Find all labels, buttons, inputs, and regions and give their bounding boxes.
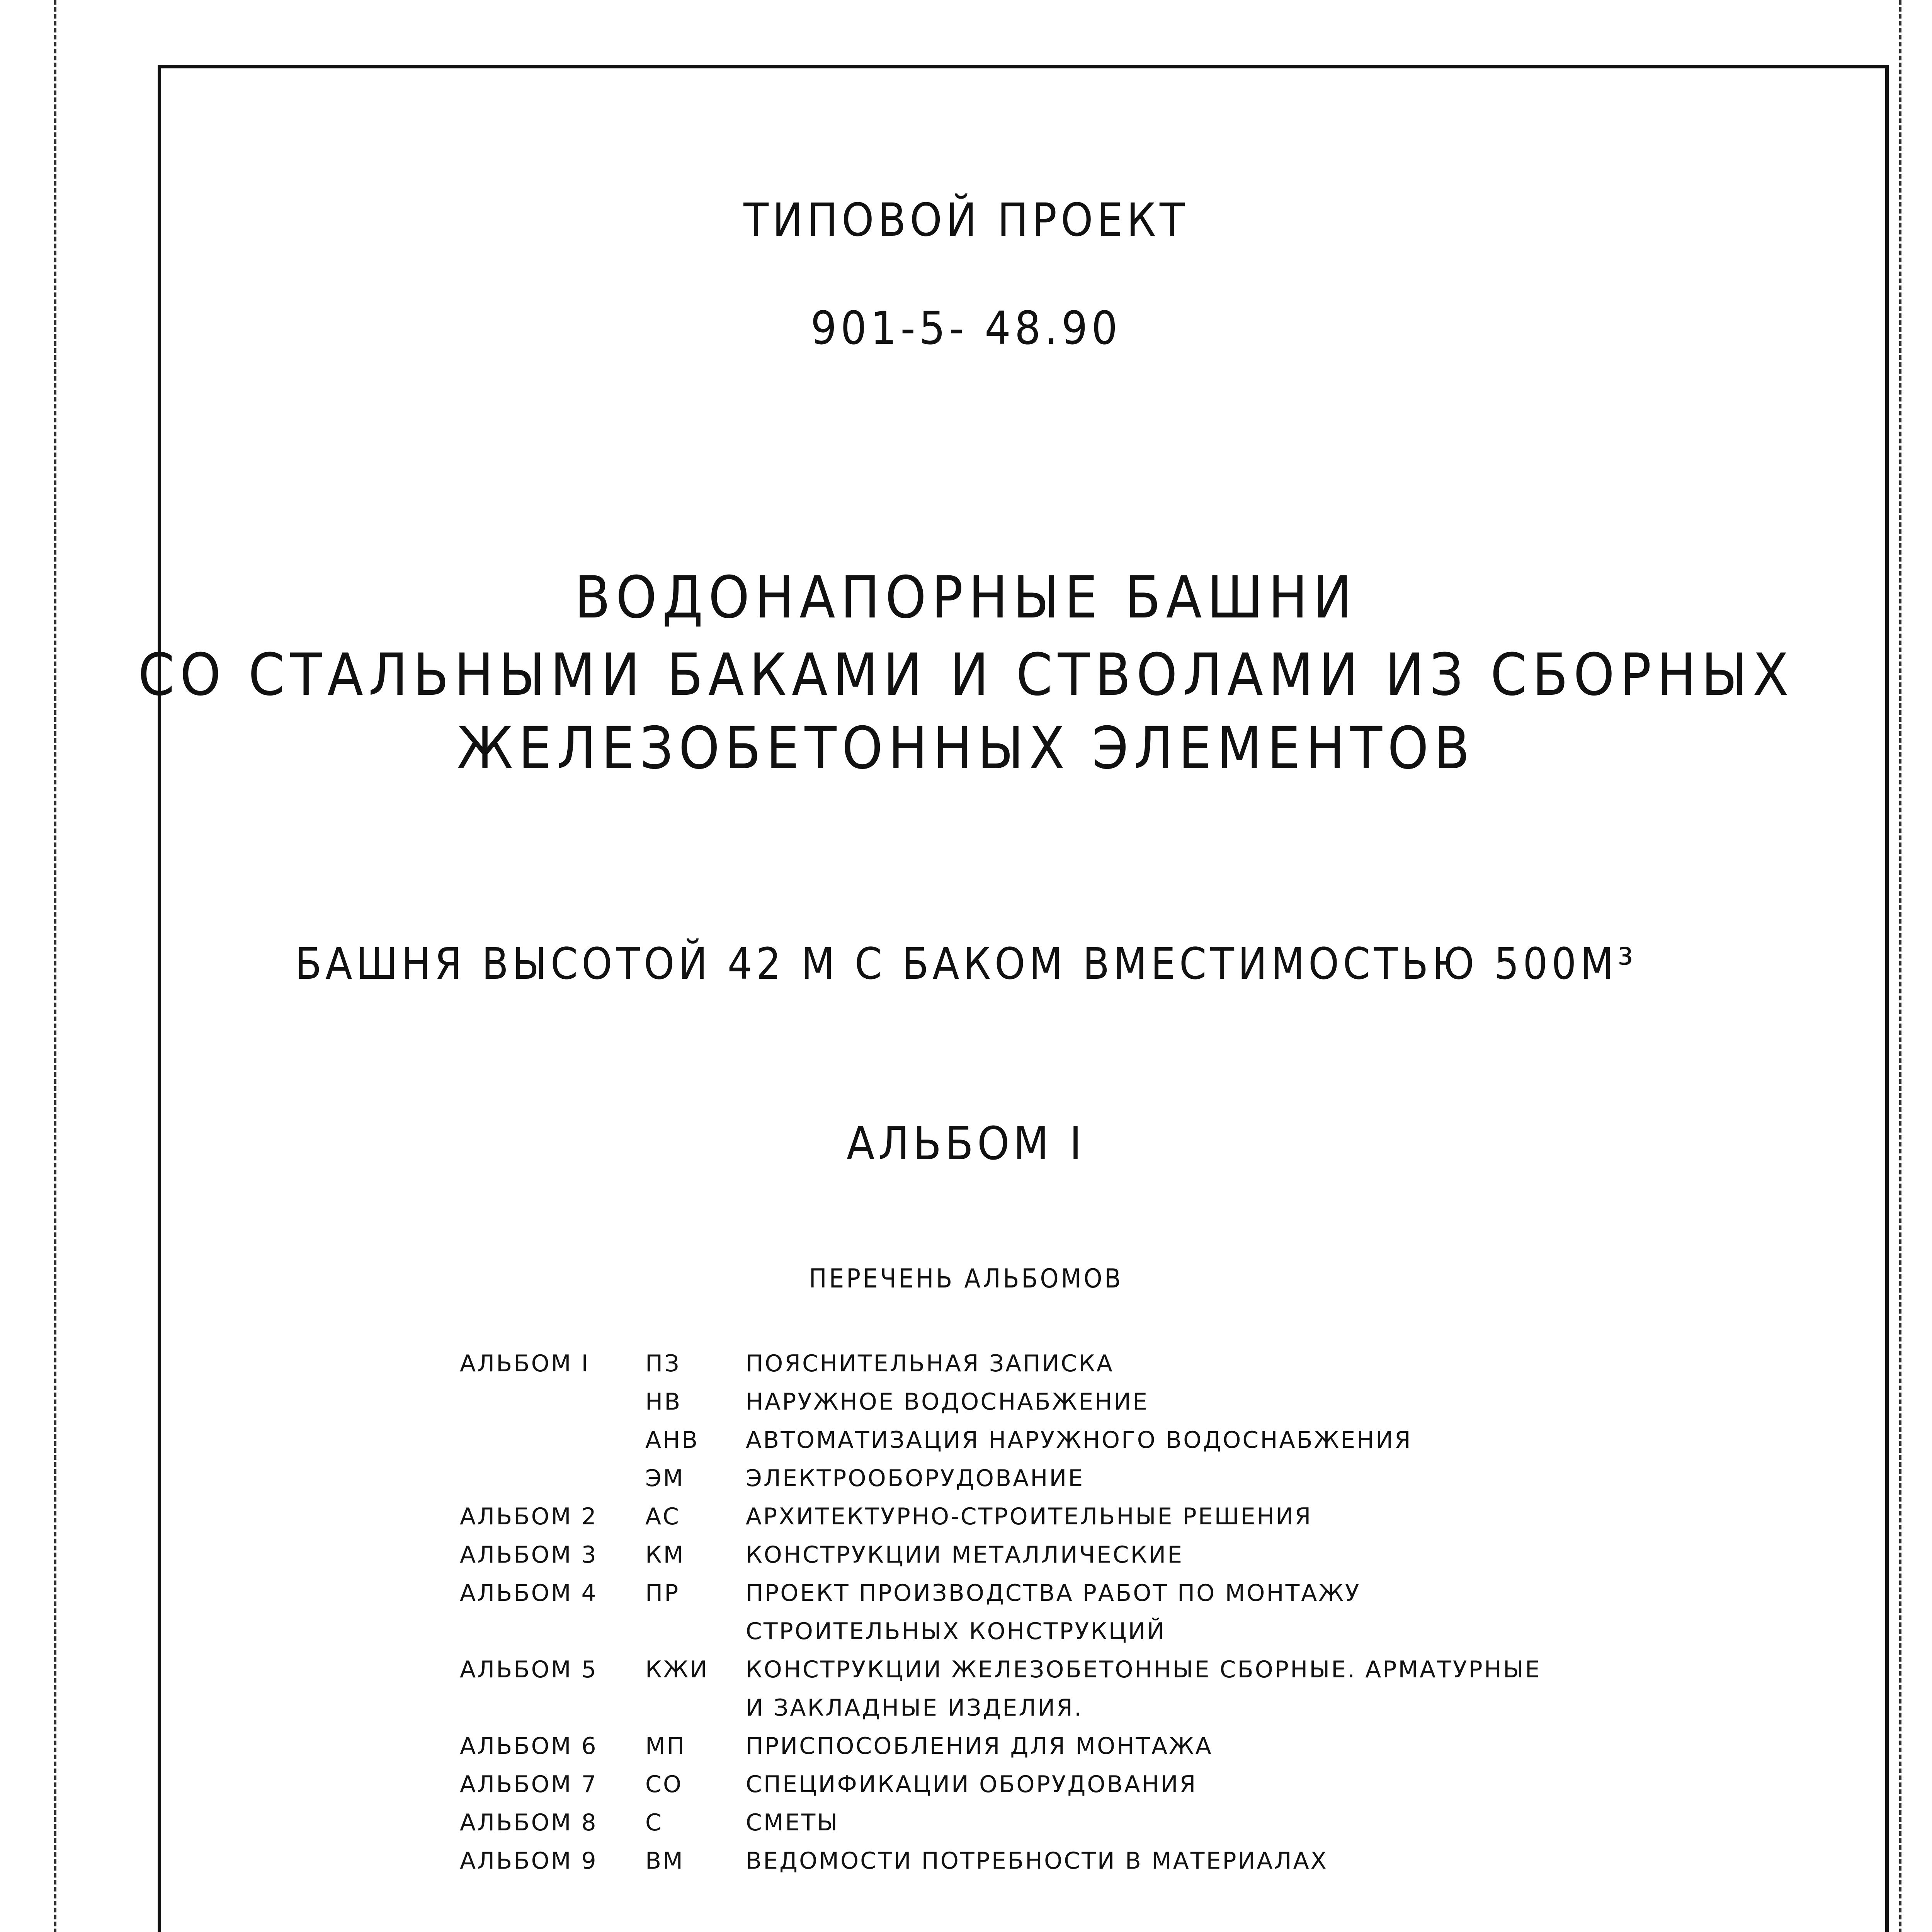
title-line-3: ЖЕЛЕЗОБЕТОННЫХ ЭЛЕМЕНТОВ [457,715,1475,782]
album-name: КОНСТРУКЦИИ МЕТАЛЛИЧЕСКИЕ [746,1541,1184,1568]
album-number: АЛЬБОМ I [460,1350,590,1377]
album-number: АЛЬБОМ 4 [460,1580,598,1607]
album-number: АЛЬБОМ 8 [460,1809,598,1836]
title-line-2: СО СТАЛЬНЫМИ БАКАМИ И СТВОЛАМИ ИЗ СБОРНЫХ [138,641,1794,709]
album-code: КМ [645,1541,685,1568]
album-code: АС [645,1503,680,1530]
album-list-title: ПЕРЕЧЕНЬ АЛЬБОМОВ [809,1264,1123,1294]
album-number: АЛЬБОМ 7 [460,1771,598,1798]
album-name: И ЗАКЛАДНЫЕ ИЗДЕЛИЯ. [746,1694,1083,1721]
album-code: С [645,1809,663,1836]
project-number: 901-5- 48.90 [810,301,1122,355]
album-name: СТРОИТЕЛЬНЫХ КОНСТРУКЦИЙ [746,1618,1166,1645]
album-code: ЭМ [645,1465,685,1492]
album-name: СМЕТЫ [746,1809,839,1836]
album-name: ЭЛЕКТРООБОРУДОВАНИЕ [746,1465,1085,1492]
album-name: ПРОЕКТ ПРОИЗВОДСТВА РАБОТ ПО МОНТАЖУ [746,1580,1361,1607]
album-number: АЛЬБОМ 5 [460,1656,598,1683]
album-code: МП [645,1733,686,1760]
album-code: ВМ [645,1847,684,1874]
album-name: АРХИТЕКТУРНО-СТРОИТЕЛЬНЫЕ РЕШЕНИЯ [746,1503,1313,1530]
tower-description: БАШНЯ ВЫСОТОЙ 42 М С БАКОМ ВМЕСТИМОСТЬЮ 500М³ [295,939,1637,989]
album-name: КОНСТРУКЦИИ ЖЕЛЕЗОБЕТОННЫЕ СБОРНЫЕ. АРМАТУРНЫЕ [746,1656,1541,1683]
project-type: ТИПОВОЙ ПРОЕКТ [743,193,1189,247]
album-name: ПРИСПОСОБЛЕНИЯ ДЛЯ МОНТАЖА [746,1733,1213,1760]
album-name: ПОЯСНИТЕЛЬНАЯ ЗАПИСКА [746,1350,1114,1377]
album-name: ВЕДОМОСТИ ПОТРЕБНОСТИ В МАТЕРИАЛАХ [746,1847,1328,1874]
album-name: СПЕЦИФИКАЦИИ ОБОРУДОВАНИЯ [746,1771,1197,1798]
album-code: АНВ [645,1427,699,1454]
album-label: АЛЬБОМ I [846,1117,1086,1170]
album-code: СО [645,1771,683,1798]
title-line-1: ВОДОНАПОРНЫЕ БАШНИ [575,564,1357,631]
album-name: АВТОМАТИЗАЦИЯ НАРУЖНОГО ВОДОСНАБЖЕНИЯ [746,1427,1412,1454]
album-code: КЖИ [645,1656,709,1683]
album-number: АЛЬБОМ 6 [460,1733,598,1760]
album-code: ПЗ [645,1350,681,1377]
album-number: АЛЬБОМ 9 [460,1847,598,1874]
album-number: АЛЬБОМ 2 [460,1503,598,1530]
album-code: ПР [645,1580,680,1607]
album-name: НАРУЖНОЕ ВОДОСНАБЖЕНИЕ [746,1388,1149,1415]
album-number: АЛЬБОМ 3 [460,1541,598,1568]
album-code: НВ [645,1388,682,1415]
